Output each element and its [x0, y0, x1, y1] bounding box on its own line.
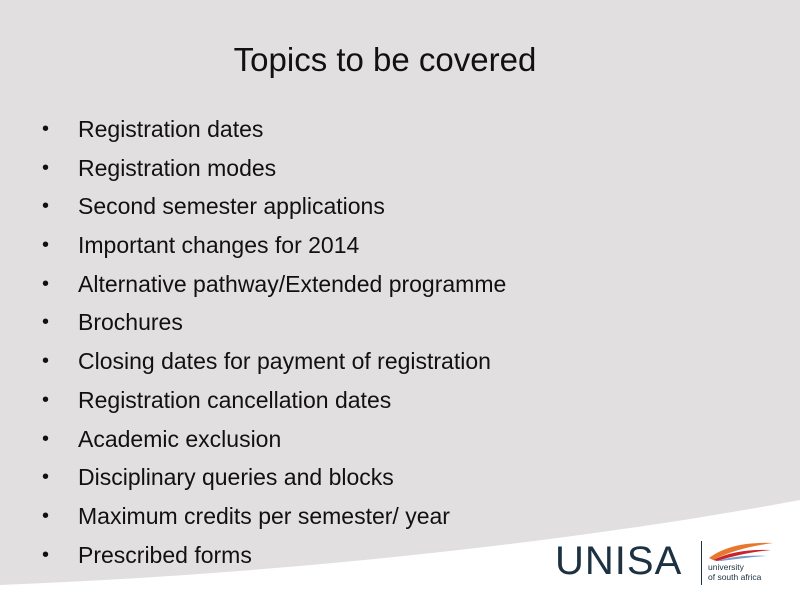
- logo-subtitle-line1: university: [708, 562, 744, 572]
- unisa-logo: [555, 535, 785, 587]
- list-item-text: Registration modes: [78, 154, 277, 181]
- bullet-icon: •: [42, 311, 50, 334]
- bullet-icon: •: [42, 118, 50, 140]
- list-item-text: Brochures: [78, 309, 183, 336]
- bullet-icon: •: [42, 388, 50, 411]
- bullet-icon: •: [42, 543, 50, 566]
- bullet-icon: •: [42, 272, 50, 295]
- slide-title: Topics to be covered: [233, 41, 537, 78]
- list-item-text: Alternative pathway/Extended programme: [78, 270, 507, 297]
- logo-divider: [701, 541, 702, 585]
- bullet-icon: •: [42, 234, 50, 257]
- logo-subtitle-line2: of south africa: [708, 572, 762, 582]
- logo-subtitle: [708, 562, 761, 582]
- list-item-text: Academic exclusion: [78, 425, 282, 452]
- list-item-text: Important changes for 2014: [78, 232, 360, 259]
- list-item-text: Prescribed forms: [78, 541, 252, 568]
- bullet-icon: •: [42, 156, 50, 179]
- list-item-text: Registration cancellation dates: [78, 386, 392, 413]
- list-item-text: Second semester applications: [78, 193, 385, 220]
- bullet-icon: •: [42, 466, 50, 489]
- list-item-text: Registration dates: [78, 116, 264, 142]
- logo-flame-icon: [707, 541, 775, 561]
- bullet-icon: •: [42, 427, 50, 450]
- bullet-icon: •: [42, 504, 50, 527]
- logo-wordmark: UNISA: [555, 539, 683, 583]
- list-item-text: Disciplinary queries and blocks: [78, 464, 394, 491]
- bullet-icon: •: [42, 350, 50, 373]
- list-item-text: Maximum credits per semester/ year: [78, 502, 450, 529]
- list-item-text: Closing dates for payment of registration: [78, 348, 491, 375]
- bullet-icon: •: [42, 195, 50, 218]
